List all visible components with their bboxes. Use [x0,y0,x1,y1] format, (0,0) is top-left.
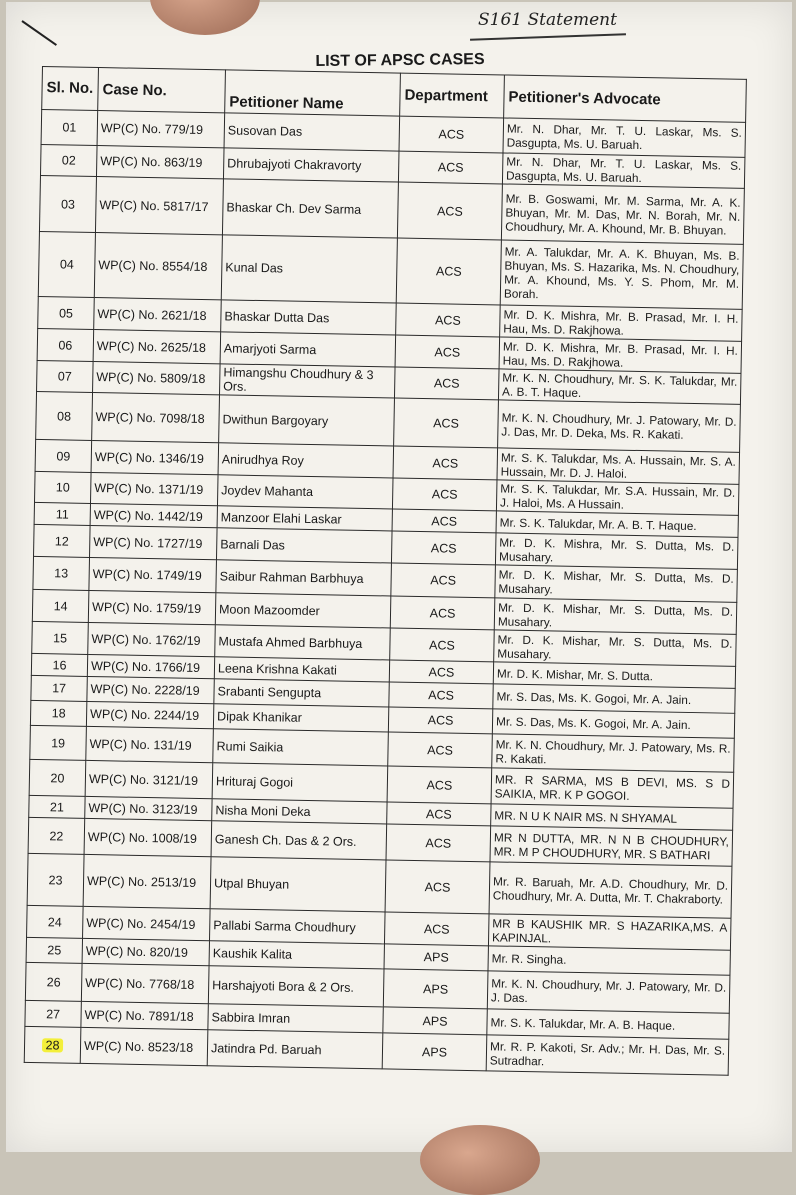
col-header-sl: Sl. No. [42,67,99,111]
row-sl-cell: 09 [35,439,92,472]
row-sl-cell: 25 [26,937,82,963]
row-sl-cell: 18 [30,700,86,726]
row-adv-cell: MR. N U K NAIR MS. N SHYAMAL [491,804,733,830]
row-dept-cell: ACS [384,912,489,946]
row-name-cell: Saibur Rahman Barbhuya [216,560,392,596]
row-sl-cell: 12 [34,524,91,557]
row-case-cell: WP(C) No. 863/19 [96,146,224,179]
row-case-cell: WP(C) No. 1762/19 [88,622,216,656]
row-dept-cell: ACS [386,824,491,862]
row-case-cell: WP(C) No. 2454/19 [83,906,211,940]
row-dept-cell: ACS [396,238,501,305]
row-name-cell: Jatindra Pd. Baruah [207,1030,383,1069]
cases-table [24,66,747,1076]
row-adv-cell: MR. R SARMA, MS B DEVI, MS. S D SAIKIA, MR. K P GOGOI. [491,768,734,808]
row-case-cell: WP(C) No. 820/19 [82,938,209,965]
row-name-cell: Rumi Saikia [213,729,389,766]
row-case-cell: WP(C) No. 7891/18 [81,1001,208,1029]
row-adv-cell: MR B KAUSHIK MR. S HAZARIKA,MS. A KAPINJAL. [488,914,731,950]
row-sl-cell: 11 [34,502,90,525]
row-dept-cell: ACS [392,478,497,511]
row-dept-cell: ACS [389,660,493,684]
row-name-cell: Kaushik Kalita [209,941,384,969]
row-dept-cell: APS [382,1033,487,1071]
row-case-cell: WP(C) No. 2228/19 [87,676,214,703]
row-case-cell: WP(C) No. 2625/18 [93,329,221,363]
row-name-cell: Barnali Das [216,528,392,563]
row-adv-cell: Mr. K. N. Choudhury, Mr. S. K. Talukdar, Mr. A. B. T. Haque. [498,369,741,404]
row-name-cell: Pallabi Sarma Choudhury [209,909,385,944]
row-dept-cell: ACS [396,303,501,337]
row-sl-cell: 14 [32,589,89,622]
row-sl-cell: 27 [25,1000,81,1027]
row-adv-cell: Mr. D. K. Mishar, Mr. S. Dutta, Ms. D. Musahary. [495,565,738,602]
row-sl-cell: 22 [28,817,85,854]
row-sl-cell: 13 [33,556,90,590]
row-adv-cell: Mr. R. P. Kakoti, Sr. Adv.; Mr. H. Das, Mr. S. Sutradhar. [486,1035,729,1075]
row-name-cell: Hrituraj Gogoi [212,763,388,802]
row-case-cell: WP(C) No. 7768/18 [81,963,209,1003]
row-adv-cell: MR N DUTTA, MR. N N B CHOUDHURY, MR. M P CHOUDHURY, MR. S BATHARI [490,826,733,866]
row-name-cell: Kunal Das [221,235,397,303]
row-sl-cell: 01 [41,110,98,146]
row-name-cell: Dwithun Bargoyary [219,395,395,446]
row-name-cell: Ganesh Ch. Das & 2 Ors. [211,821,387,860]
row-dept-cell: ACS [388,707,492,734]
row-sl-cell: 23 [27,853,84,906]
cases-table-wrap [24,66,762,1076]
row-case-cell: WP(C) No. 1371/19 [90,472,218,505]
row-dept-cell: ACS [391,563,496,598]
row-adv-cell: Mr. S. K. Talukdar, Mr. A. B. Haque. [487,1009,729,1039]
row-name-cell: Mustafa Ahmed Barbhuya [215,625,391,660]
row-name-cell: Nisha Moni Deka [212,799,387,824]
row-dept-cell: APS [383,969,488,1009]
col-header-adv: Petitioner's Advocate [504,75,747,122]
handwritten-note: S161 Statement [478,10,617,30]
row-name-cell: Himangshu Choudhury & 3 Ors. [220,364,396,398]
row-adv-cell: Mr. N. Dhar, Mr. T. U. Laskar, Ms. S. Dasgupta, Ms. U. Baruah. [503,118,746,157]
row-case-cell: WP(C) No. 779/19 [97,111,225,148]
row-case-cell: WP(C) No. 1442/19 [90,503,217,527]
row-sl-cell: 04 [38,231,95,297]
row-case-cell: WP(C) No. 1749/19 [89,557,217,592]
row-case-cell: WP(C) No. 131/19 [86,726,214,762]
row-case-cell: WP(C) No. 1759/19 [88,590,216,624]
row-adv-cell: Mr. D. K. Mishar, Mr. S. Dutta. [493,662,735,688]
row-case-cell: WP(C) No. 1346/19 [91,440,219,474]
row-case-cell: WP(C) No. 1727/19 [90,525,218,559]
row-name-cell: Bhaskar Ch. Dev Sarma [222,179,398,238]
row-adv-cell: Mr. D. K. Mishar, Mr. S. Dutta, Ms. D. Musahary. [494,598,737,634]
row-name-cell: Joydev Mahanta [217,475,393,509]
row-name-cell: Moon Mazoomder [215,593,391,628]
table-body [24,110,745,1076]
row-case-cell: WP(C) No. 1766/19 [87,654,214,678]
row-sl-cell [24,1026,81,1063]
row-dept-cell: ACS [389,682,493,709]
row-dept-cell: APS [384,944,488,971]
row-name-cell: Manzoor Elahi Laskar [217,506,392,531]
row-case-cell: WP(C) No. 3123/19 [85,796,212,820]
row-adv-cell: Mr. S. Das, Ms. K. Gogoi, Mr. A. Jain. [492,709,734,738]
row-dept-cell: ACS [391,531,496,565]
row-sl-cell: 20 [29,759,86,796]
row-adv-cell: Mr. K. N. Choudhury, Mr. J. Patowary, Ms. R. R. Kakati. [492,734,735,772]
row-dept-cell: ACS [394,367,499,400]
row-name-cell: Anirudhya Roy [218,443,394,478]
row-case-cell: WP(C) No. 3121/19 [85,760,213,798]
row-adv-cell: Mr. S. Das, Ms. K. Gogoi, Mr. A. Jain. [493,684,735,713]
row-name-cell: Susovan Das [224,113,400,151]
row-case-cell: WP(C) No. 2513/19 [83,854,211,908]
row-case-cell: WP(C) No. 8554/18 [94,233,222,300]
row-case-cell: WP(C) No. 5817/17 [95,177,223,235]
row-sl-cell: 07 [37,360,94,392]
row-dept-cell: ACS [387,766,492,804]
row-sl-cell: 15 [32,621,89,654]
col-header-dept: Department [400,73,505,118]
row-sl-cell: 21 [29,795,85,818]
col-header-name: Petitioner Name [225,70,401,116]
row-name-cell: Dhrubajyoti Chakravorty [223,148,399,182]
row-adv-cell: Mr. D. K. Mishra, Mr. S. Dutta, Ms. D. Musahary. [495,533,738,569]
row-adv-cell: Mr. D. K. Mishar, Mr. S. Dutta, Ms. D. Musahary. [494,630,737,666]
row-adv-cell: Mr. K. N. Choudhury, Mr. J. Patowary, Mr. D. J. Das. [487,971,730,1013]
row-name-cell: Amarjyoti Sarma [220,332,396,367]
row-dept-cell: ACS [392,509,496,533]
row-name-cell: Sabbira Imran [208,1004,383,1033]
row-adv-cell: Mr. S. K. Talukdar, Ms. A. Hussain, Mr. S. A. Hussain, Mr. D. J. Haloi. [497,448,740,484]
row-adv-cell: Mr. A. Talukdar, Mr. A. K. Bhuyan, Ms. B. Bhuyan, Ms. S. Hazarika, Ms. N. Choudhury, Mr. A. Khound, Ms. Y. S. Phom, Mr. M. Borah. [500,240,743,309]
row-adv-cell: Mr. B. Goswami, Mr. M. Sarma, Mr. A. K. Bhuyan, Mr. M. Das, Mr. N. Borah, Mr. N. Choudhury, Mr. A. Khound, Mr. B. Bhuyan. [501,184,744,244]
row-adv-cell: Mr. R. Baruah, Mr. A.D. Choudhury, Mr. D. Choudhury, Mr. A. Dutta, Mr. T. Chakraborty. [489,862,732,918]
row-case-cell: WP(C) No. 1008/19 [84,818,212,856]
row-dept-cell: ACS [394,398,499,448]
row-sl-cell: 24 [27,905,84,938]
page-title: LIST OF APSC CASES [315,50,485,71]
row-dept-cell: ACS [385,860,490,914]
col-header-case: Case No. [98,68,226,113]
row-dept-cell: ACS [398,151,503,184]
row-name-cell: Bhaskar Dutta Das [221,300,397,335]
row-name-cell: Srabanti Sengupta [214,679,389,707]
row-sl-cell: 10 [35,471,92,503]
row-sl-cell: 05 [38,296,95,329]
row-sl-cell: 08 [36,391,93,440]
row-dept-cell: ACS [390,628,495,662]
row-dept-cell: ACS [387,802,491,826]
row-sl-cell: 16 [31,653,87,676]
row-adv-cell: Mr. S. K. Talukdar, Mr. S.A. Hussain, Mr. D. J. Haloi, Ms. A Hussain. [496,480,739,515]
row-sl-cell: 06 [37,328,94,361]
row-adv-cell: Mr. K. N. Choudhury, Mr. J. Patowary, Mr. D. J. Das, Mr. D. Deka, Ms. R. Kakati. [498,400,741,452]
row-name-cell: Harshajyoti Bora & 2 Ors. [208,966,384,1007]
row-adv-cell: Mr. R. Singha. [488,946,730,975]
row-name-cell: Leena Krishna Kakati [214,657,389,682]
row-adv-cell: Mr. D. K. Mishra, Mr. B. Prasad, Mr. I. H. Hau, Ms. D. Rakjhowa. [499,337,742,373]
row-case-cell: WP(C) No. 2244/19 [86,701,213,728]
row-adv-cell: Mr. S. K. Talukdar, Mr. A. B. T. Haque. [496,511,738,537]
row-sl-cell: 26 [25,962,82,1001]
highlighted-sl: 28 [41,1038,63,1052]
row-case-cell: WP(C) No. 5809/18 [93,361,221,394]
row-sl-cell: 19 [30,725,87,760]
row-dept-cell: ACS [390,596,495,630]
row-adv-cell: Mr. N. Dhar, Mr. T. U. Laskar, Ms. S. Dasgupta, Ms. U. Baruah. [502,153,745,188]
row-name-cell: Dipak Khanikar [213,704,388,732]
row-case-cell: WP(C) No. 7098/18 [92,392,220,442]
row-case-cell: WP(C) No. 8523/18 [80,1027,208,1065]
row-sl-cell: 17 [31,675,87,701]
row-dept-cell: ACS [388,732,493,768]
row-sl-cell: 02 [40,144,97,176]
row-dept-cell: ACS [397,182,502,240]
row-adv-cell: Mr. D. K. Mishra, Mr. B. Prasad, Mr. I. H. Hau, Ms. D. Rakjhowa. [500,305,743,341]
row-dept-cell: ACS [395,335,500,369]
thumb-bottom [420,1125,540,1195]
row-dept-cell: ACS [399,116,504,153]
row-name-cell: Utpal Bhuyan [210,857,386,912]
row-sl-cell: 03 [39,175,96,232]
row-dept-cell: ACS [393,446,498,480]
row-case-cell: WP(C) No. 2621/18 [94,297,222,331]
row-dept-cell: APS [383,1007,487,1035]
